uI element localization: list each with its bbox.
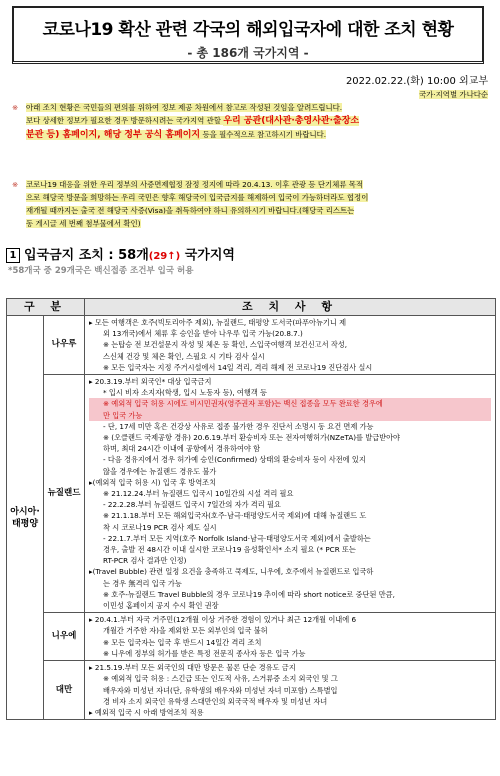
section-note: *58개국 중 29개국은 백신접종 조건부 입국 허용 — [8, 266, 194, 276]
measure-line: ▸ 모든 여행객은 호주(빅토리아주 제외), 뉴질랜드, 태평양 도서국(파푸아뉴기니 제 — [89, 318, 347, 327]
notice-block-1 — [12, 88, 488, 142]
measure-line: 않을 경우에는 뉴질랜드 경유도 불가 — [103, 466, 217, 476]
measure-line: - 22.1.7.부터 모든 지역(호주 Norfolk Island·남극·태평양도서국 제외)에서 출발하는 — [103, 533, 371, 543]
country-cell: 니우에 — [44, 613, 85, 661]
measure-line: 하며, 최대 24시간 이내에 공항에서 경유하여야 함 — [103, 444, 261, 454]
measure-line: ▸ 21.5.19.부터 모든 외국인의 대만 방문은 물론 단순 경유도 금지 — [89, 663, 296, 673]
measure-line: ▸(Travel Bubble) 관련 일정 요건을 충족하고 쿡제도, 니우에, 호주에서 뉴질랜드로 입국하 — [89, 567, 374, 577]
measure-line: * 입시 비자 소지자(학생, 입시 노동자 등), 여행객 등 — [103, 388, 267, 398]
measure-line: ※ (오클랜드 국제공항 경유) 20.6.19.부터 환승비자 또는 전자여행허가(NZeTA)를 발급받아야 — [103, 433, 401, 443]
country-cell: 나우루 — [44, 316, 85, 375]
measure-line: 경우, 출발 전 48시간 이내 실시한 코로나19 음성확인서* 소지 필요 (* PCR 또는 — [103, 545, 356, 555]
title-box — [12, 6, 484, 64]
measure-line: - 다음 경유지에서 경우 허가예 승인(Confirmed) 상태의 환승비자 등이 사전에 있지 — [103, 455, 366, 465]
region-label: 아시아·태평양 — [10, 506, 40, 529]
page-subtitle: - 총 186개 국가지역 - — [187, 46, 309, 60]
measure-line: ▸ 20.3.19.부터 외국인* 대상 입국금지 — [89, 377, 212, 387]
measure-line-highlight: ※ 예외적 입국 허용 시에도 비시민권자(영주권자 포함)는 백신 접종을 모두 완료한 경우에 — [89, 398, 491, 409]
section-heading — [6, 244, 235, 263]
measure-line: ※ 호주-뉴질랜드 Travel Bubble의 경우 코로나19 추이에 따라 short notice로 중단된 만큼, — [103, 589, 395, 599]
header-category: 구 분 — [7, 299, 85, 316]
measure-line: ※ 니우에 정부의 허가를 받은 특정 전문직 종사자 등은 입국 가능 — [103, 648, 306, 658]
measure-line: ※ 는탑승 전 보건설문지 작성 및 체온 등 확인, 스입국여행객 보건신고서 작성, — [103, 340, 348, 350]
page-title: 코로나19 확산 관련 각국의 해외입국자에 대한 조치 현황 — [42, 20, 454, 40]
measures-cell — [85, 316, 496, 375]
table-row-taiwan — [7, 661, 496, 720]
table-row-nauru — [7, 316, 496, 375]
notice1-line3b: 등을 필수적으로 참고하시기 바랍니다. — [200, 130, 327, 139]
section-number: 1 — [6, 248, 20, 263]
measure-line: 외 13개국)에서 체류 후 승인을 받아 나우루 입국 가능(20.8.7.) — [103, 329, 303, 339]
measure-line: ▸ 예외적 입국 시 아래 방역조치 적용 — [89, 707, 204, 717]
publish-date: 2022.02.22.(화) 10:00 외교부 — [345, 76, 488, 87]
measure-line: 착 시 코로나19 PCR 검사 제도 실시 — [103, 522, 217, 532]
notice2-line3: 재개될 때까지는 출국 전 해당국 사증(Visa)을 취득하여야 하니 유의하시기 바랍니다.(해당국 리스트는 — [26, 206, 355, 215]
sort-caption: 국가·지역별 가나다순 — [419, 90, 488, 99]
country-cell: 대만 — [44, 661, 85, 720]
measure-line: ※ 예외적 입국 허용 : 스긴급 또는 인도적 사유, 스거류증 소지 외국인 및 그 — [103, 674, 338, 684]
measure-line: ※ 21.1.18.부터 모든 해외입국자(호주·남극·태평양도서국 제외)에 대해 뉴질랜드 도 — [103, 511, 367, 521]
notice2-line4: 동 게시글 세 번째 첨부물에서 확인) — [26, 219, 141, 228]
notice1-line2b: 우리 공관(대사관·총영사관·출장소 — [223, 116, 360, 126]
notice1-line3a: 분관 등) 홈페이지, 해당 정부 공식 홈페이지 — [26, 130, 201, 140]
notice2-line1: 코로나19 대응을 위한 우리 정부의 사증면제협정 잠정 정지에 따라 20.4.13. 이후 관광 등 단기체류 목적 — [26, 180, 364, 189]
notice-block-2 — [12, 178, 488, 230]
measure-line: ※ 모든 입국자는 입국 후 반드시 14일간 격리 조치 — [103, 637, 262, 647]
measure-line: ※ 모든 입국자는 지정 주거시설에서 14일 격리, 격리 해제 전 코로나19 진단검사 실시 — [103, 362, 373, 372]
measure-line: 이민성 홈페이지 공지 수시 확인 권장 — [103, 601, 219, 611]
measure-line: - 단, 17세 미만 혹은 건강상 사유로 접종 불가한 경우 진단서 소명시 동 요건 면제 가능 — [103, 421, 374, 431]
measure-line-highlight: 만 입국 가능 — [89, 410, 491, 421]
measure-line: ▸(예외적 입국 허용 시) 입국 후 방역조치 — [89, 477, 217, 487]
measures-cell — [85, 375, 496, 613]
region-cell — [7, 316, 44, 720]
measure-line: ※ 21.12.24.부터 뉴질랜드 입국시 10일간의 시설 격리 필요 — [103, 489, 294, 499]
table-row-niue — [7, 613, 496, 661]
measure-line: 배우자와 미성년 자녀(단, 유학생의 배우자와 미성년 자녀 미포함) 스특별입 — [103, 685, 338, 695]
measures-table — [6, 298, 496, 720]
country-cell: 뉴질랜드 — [44, 375, 85, 613]
measure-line: 경 비자 소지 외국인 유학생 스대만인의 외국국적 배우자 및 미성년 자녀 — [103, 696, 328, 706]
header-measures: 조 치 사 항 — [85, 299, 496, 316]
measures-cell — [85, 613, 496, 661]
measure-line: RT-PCR 검사 결과만 인정) — [103, 556, 187, 566]
notice2-mark: ※ — [12, 180, 19, 189]
measure-line: - 22.2.28.부터 뉴질랜드 입국시 7일간의 자가 격리 필요 — [103, 500, 281, 510]
measure-line: 스신체 건강 및 체온 확인, 스필요 시 기타 검사 실시 — [103, 351, 265, 361]
table-header-row — [7, 299, 496, 316]
section-title: 입국금지 조치 : 58개 — [24, 248, 149, 263]
measure-line: 개월간 거주한 자)을 제외한 모든 외부인의 입국 불허 — [103, 626, 268, 636]
table-row-newzealand — [7, 375, 496, 613]
notice1-line2a: 보다 상세한 정보가 필요한 경우 방문하시려는 국가지역 관할 — [26, 116, 224, 125]
measure-line: ▸ 20.4.1.부터 자국 거주민(12개월 이상 거주한 경험이 있거나 최근 12개월 이내에 6 — [89, 615, 357, 625]
notice-mark: ※ — [12, 103, 19, 112]
measure-line: 는 경우 無격리 입국 가능 — [103, 578, 182, 588]
notice2-line2: 으로 해당국 방문을 희망하는 우리 국민은 향후 해당국이 입국금지를 해제하여 입국이 가능하더라도 협정이 — [26, 193, 369, 202]
notice1-line1: 아래 조치 현황은 국민들의 편의를 위하여 정보 제공 차원에서 참고로 작성된 것임을 알려드립니다. — [26, 103, 343, 112]
section-suffix: 국가지역 — [180, 248, 235, 263]
measures-cell — [85, 661, 496, 720]
section-count-sup: (29↑) — [148, 251, 181, 262]
